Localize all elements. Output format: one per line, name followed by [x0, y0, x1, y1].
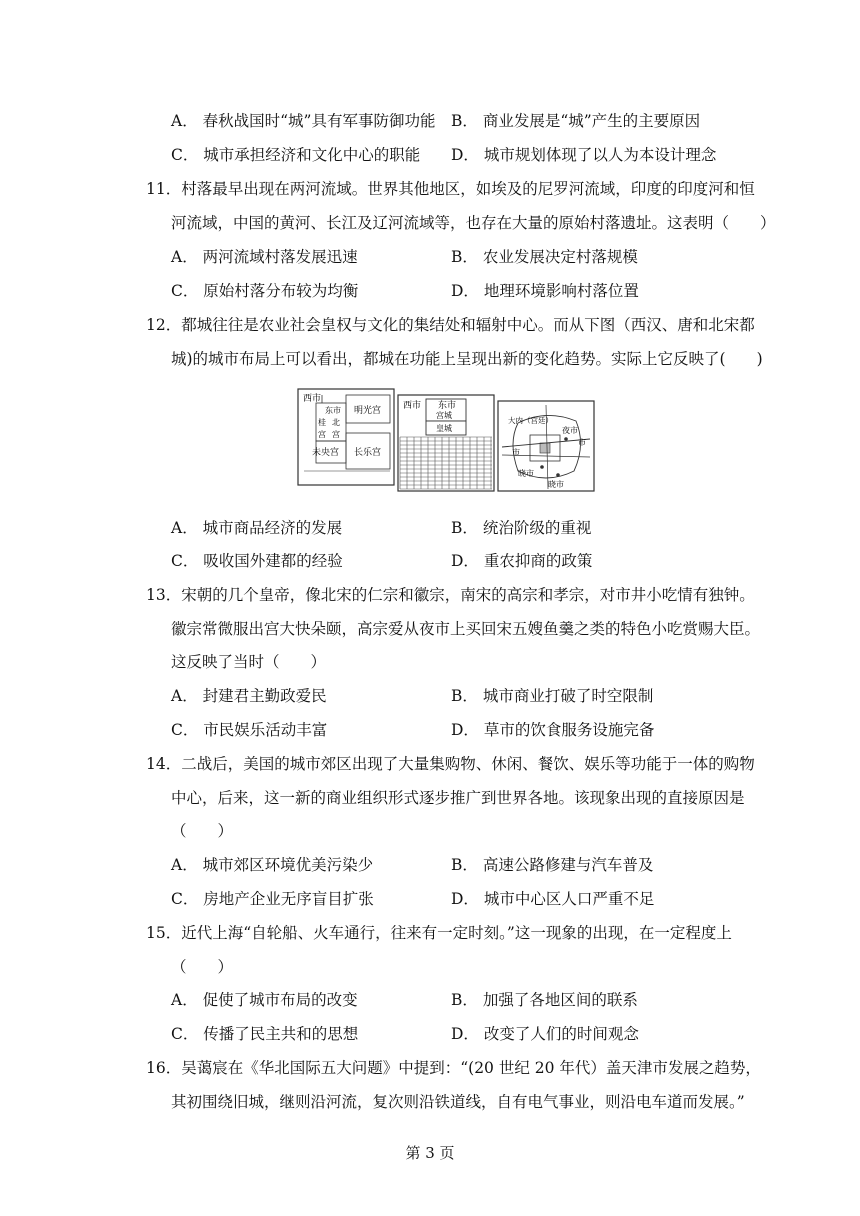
q15-stem-line2: （ ）: [171, 958, 234, 976]
map-label-tang-west-market: 西市: [403, 401, 422, 411]
q13-stem-line3: 这反映了当时（ ）: [171, 653, 327, 671]
map-label-song-xiao-market1: 晓市: [518, 469, 534, 478]
map-label-song-night-market: 夜市: [562, 426, 578, 435]
q12-option-c: C． 吸收国外建都的经验: [171, 552, 343, 570]
q13-option-d: D． 草市的饮食服务设施完备: [451, 721, 655, 739]
q14-stem-line3: （ ）: [171, 822, 234, 840]
q14-stem-line2: 中心，后来，这一新的商业组织形式逐步推广到世界各地。该现象出现的直接原因是: [171, 789, 745, 807]
map-label-song-shi2: 市: [512, 448, 520, 457]
map-label-han-bei: 北: [332, 418, 340, 427]
map-label-han-gui: 桂: [318, 418, 326, 427]
q16-stem-line1: 16．吴蔼宸在《华北国际五大问题》中提到：“(20 世纪 20 年代）盖天津市发展之趋势，: [146, 1059, 761, 1077]
q13-stem-line1: 13．宋朝的几个皇帝，像北宋的仁宗和徽宗，南宋的高宗和孝宗，对市井小吃情有独钟。: [146, 586, 755, 604]
q12-option-b: B． 统治阶级的重视: [451, 519, 592, 537]
map-label-song-shi1: 市: [578, 438, 586, 447]
q11-option-b: B． 农业发展决定村落规模: [451, 248, 638, 266]
map-label-han-weiyang: 未央宫: [312, 448, 340, 458]
q11-option-d: D． 地理环境影响村落位置: [451, 282, 639, 300]
q10-option-b: B． 商业发展是“城”产生的主要原因: [451, 112, 701, 130]
q16-stem-line2: 其初围绕旧城，继则沿河流，复次则沿铁道线，自有电气事业，则沿电车道而发展。”: [171, 1093, 745, 1111]
q13-stem-line2: 徽宗常微服出宫大快朵颐，高宗爱从夜市上买回宋五嫂鱼羹之类的特色小吃赏赐大臣。: [171, 620, 761, 638]
q10-option-c: C． 城市承担经济和文化中心的职能: [171, 146, 421, 164]
q14-option-b: B． 高速公路修建与汽车普及: [451, 856, 654, 874]
q12-stem-line1: 12．都城往往是农业社会皇权与文化的集结处和辐射中心。而从下图（西汉、唐和北宋都: [146, 316, 755, 334]
map-label-tang-east-market: 东市: [438, 401, 457, 411]
map-label-song-xiao-market2: 晓市: [548, 480, 564, 489]
q14-stem-line1: 14．二战后，美国的城市郊区出现了大量集购物、休闲、餐饮、娱乐等功能于一体的购物: [146, 755, 755, 773]
capital-city-layout-maps: [296, 383, 596, 495]
q12-option-d: D． 重农抑商的政策: [451, 552, 593, 570]
q14-option-c: C． 房地产企业无序盲目扩张: [171, 890, 374, 908]
q13-option-a: A． 封建君主勤政爱民: [171, 687, 327, 705]
q14-option-d: D． 城市中心区人口严重不足: [451, 890, 655, 908]
page-number: 第 3 页: [405, 1144, 455, 1162]
map-label-tang-imperial: 皇城: [436, 424, 452, 433]
map-label-han-mingguang: 明光宫: [354, 406, 382, 416]
map-label-han-east-market: 东市: [325, 406, 341, 415]
map-label-han-gong2: 宫: [332, 430, 340, 439]
q15-option-a: A． 促使了城市布局的改变: [171, 991, 358, 1009]
map-label-han-gong1: 宫: [318, 430, 326, 439]
western-han-changan-map: [298, 389, 394, 485]
q13-option-c: C． 市民娱乐活动丰富: [171, 721, 328, 739]
map-label-song-danei: 大内（宫廷）: [508, 416, 553, 425]
map-label-han-west-market: 西市: [303, 394, 322, 404]
q10-option-d: D． 城市规划体现了以人为本设计理念: [451, 146, 717, 164]
q12-option-a: A． 城市商品经济的发展: [171, 519, 343, 537]
q11-option-c: C． 原始村落分布较为均衡: [171, 282, 359, 300]
northern-song-bianjing-map: [498, 401, 594, 491]
q14-option-a: A． 城市郊区环境优美污染少: [171, 856, 374, 874]
tang-changan-map: [398, 395, 494, 491]
q13-option-b: B． 城市商业打破了时空限制: [451, 687, 654, 705]
q11-stem-line1: 11．村落最早出现在两河流域。世界其他地区，如埃及的尼罗河流域，印度的印度河和恒: [146, 180, 755, 198]
q10-option-a: A． 春秋战国时“城”具有军事防御功能: [171, 112, 436, 130]
q15-option-d: D． 改变了人们的时间观念: [451, 1025, 639, 1043]
q12-stem-line2: 城)的城市布局上可以看出，都城在功能上呈现出新的变化趋势。实际上它反映了( ): [171, 350, 763, 368]
q15-option-b: B． 加强了各地区间的联系: [451, 991, 638, 1009]
q11-option-a: A． 两河流域村落发展迅速: [171, 248, 358, 266]
q15-stem-line1: 15．近代上海“自轮船、火车通行，往来有一定时刻。”这一现象的出现，在一定程度上: [146, 924, 732, 942]
map-label-han-changle: 长乐宫: [354, 448, 382, 458]
q15-option-c: C． 传播了民主共和的思想: [171, 1025, 359, 1043]
q11-stem-line2: 河流域，中国的黄河、长江及辽河流域等，也存在大量的原始村落遗址。这表明（ ）: [171, 214, 776, 232]
map-label-tang-palace: 宫城: [436, 411, 452, 420]
